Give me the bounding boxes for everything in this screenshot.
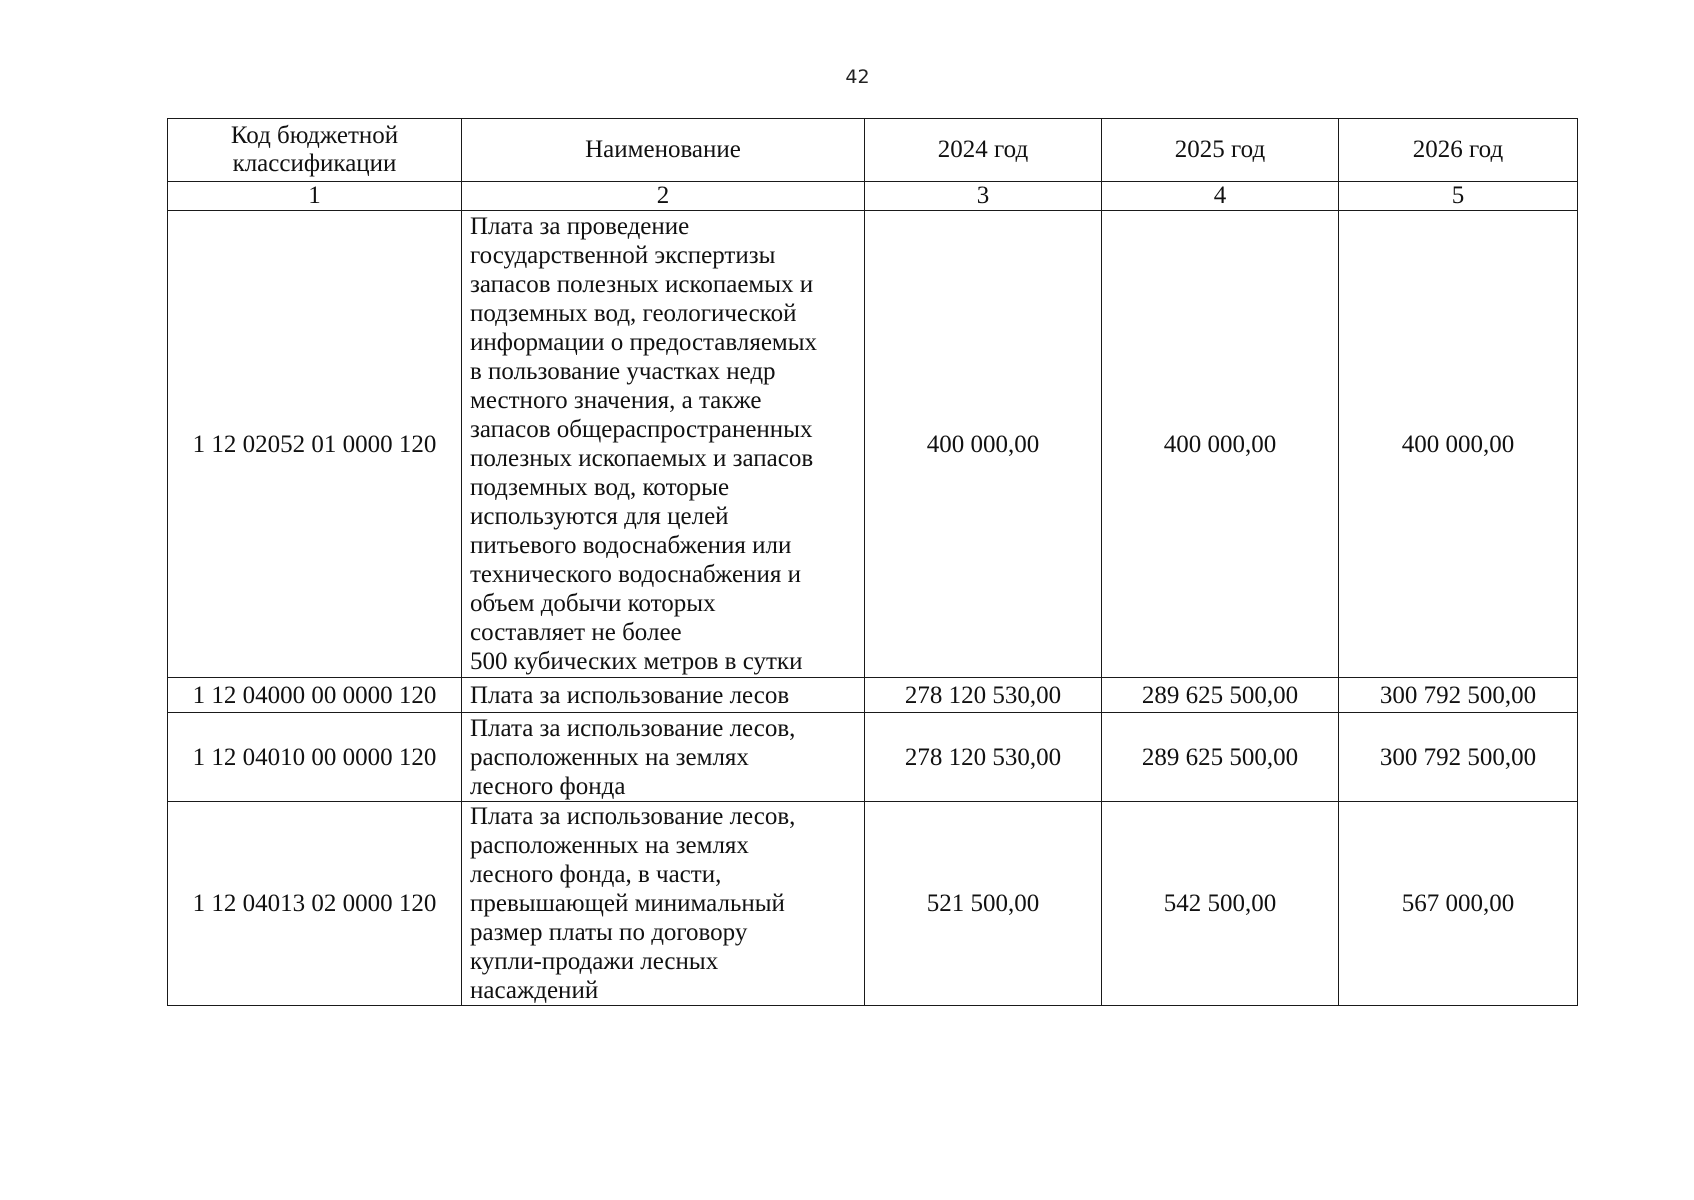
amount-2024: 400 000,00 [865, 211, 1102, 678]
amount-2026: 400 000,00 [1339, 211, 1578, 678]
column-number-row [168, 182, 1578, 211]
table-row [168, 713, 1578, 802]
budget-code: 1 12 04010 00 0000 120 [168, 713, 462, 802]
header-year-2024: 2024 год [865, 119, 1102, 182]
amount-2024: 278 120 530,00 [865, 678, 1102, 713]
amount-2024: 521 500,00 [865, 802, 1102, 1006]
revenue-name: Плата за проведение государственной экспертизы запасов полезных ископаемых и подземных вод, геологической информации о предоставляемых в пользование участках недр местного значения, а также запасов общераспространенных полезных ископаемых и запасов подземных вод, которые используются для целей питьевого водоснабжения или технического водоснабжения и объем добычи которых составляет не более 500 кубических метров в сутки [462, 211, 865, 678]
budget-code: 1 12 04000 00 0000 120 [168, 678, 462, 713]
page-number: 42 [845, 66, 870, 88]
revenue-name: Плата за использование лесов, расположенных на землях лесного фонда, в части, превышающей минимальный размер платы по договору купли-продажи лесных насаждений [462, 802, 865, 1006]
table-row [168, 678, 1578, 713]
amount-2025: 542 500,00 [1102, 802, 1339, 1006]
amount-2025: 400 000,00 [1102, 211, 1339, 678]
column-number: 2 [462, 182, 865, 211]
column-number: 5 [1339, 182, 1578, 211]
table-row [168, 211, 1578, 678]
table-header-row [168, 119, 1578, 182]
column-number: 4 [1102, 182, 1339, 211]
header-name: Наименование [462, 119, 865, 182]
amount-2026: 300 792 500,00 [1339, 678, 1578, 713]
budget-code: 1 12 04013 02 0000 120 [168, 802, 462, 1006]
amount-2025: 289 625 500,00 [1102, 678, 1339, 713]
amount-2026: 300 792 500,00 [1339, 713, 1578, 802]
header-year-2025: 2025 год [1102, 119, 1339, 182]
revenue-name: Плата за использование лесов [462, 678, 865, 713]
header-year-2026: 2026 год [1339, 119, 1578, 182]
table-row [168, 802, 1578, 1006]
column-number: 1 [168, 182, 462, 211]
amount-2025: 289 625 500,00 [1102, 713, 1339, 802]
revenue-name: Плата за использование лесов, расположенных на землях лесного фонда [462, 713, 865, 802]
column-number: 3 [865, 182, 1102, 211]
header-code: Код бюджетной классификации [168, 119, 462, 182]
amount-2024: 278 120 530,00 [865, 713, 1102, 802]
amount-2026: 567 000,00 [1339, 802, 1578, 1006]
budget-revenue-table [167, 118, 1578, 1006]
budget-code: 1 12 02052 01 0000 120 [168, 211, 462, 678]
